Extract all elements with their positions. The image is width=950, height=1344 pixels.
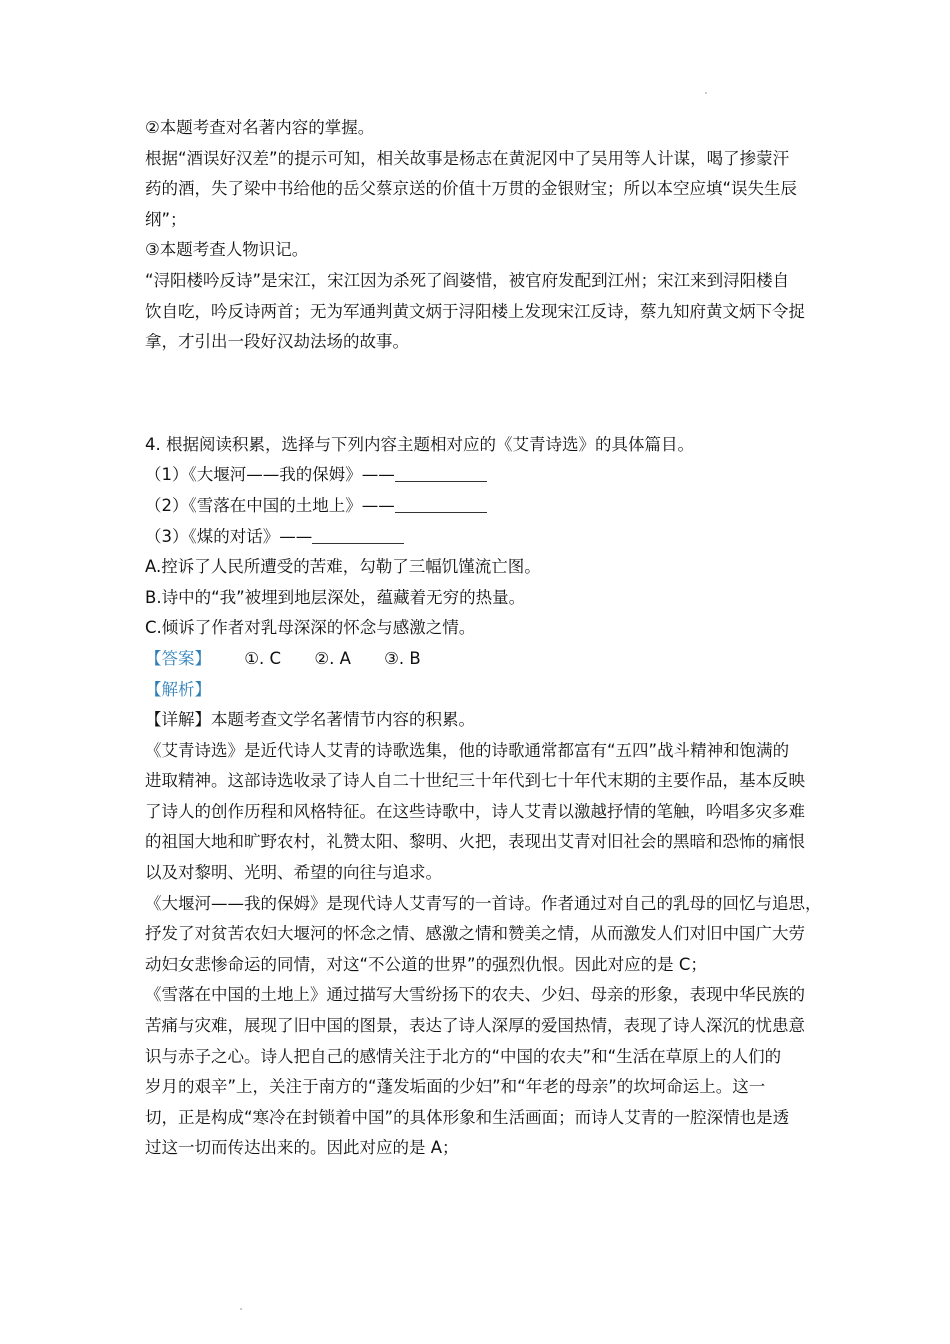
- answer-3: ③. B: [384, 648, 421, 668]
- question-item: （1）《大堰河——我的保姆》——: [145, 460, 813, 491]
- analysis-para-1: 以及对黎明、光明、希望的向往与追求。: [145, 863, 442, 883]
- scan-speck: [705, 92, 707, 94]
- note-2-line: 药的酒，失了梁中书给他的岳父蔡京送的价值十万贯的金银财宝；所以本空应填“误失生辰: [145, 179, 798, 199]
- question-item: （3）《煤的对话》——: [145, 522, 813, 553]
- detail-label: 【详解】: [145, 710, 211, 730]
- answer-line: [145, 644, 813, 675]
- analysis-para-3: 切，正是构成“寒冷在封锁着中国”的具体形象和生活画面；而诗人艾青的一腔深情也是透: [145, 1107, 790, 1127]
- note-2-line: 根据“酒误好汉差”的提示可知，相关故事是杨志在黄泥冈中了吴用等人计谋，喝了掺蒙汗: [145, 148, 790, 168]
- note-2-line: 纲”；: [145, 209, 187, 229]
- analysis-para-1: 的祖国大地和旷野农村，礼赞太阳、黎明、火把，表现出艾青对旧社会的黑暗和恐怖的痛恨: [145, 832, 805, 852]
- question-stem: 4. 根据阅读积累，选择与下列内容主题相对应的《艾青诗选》的具体篇目。: [145, 434, 694, 454]
- analysis-para-2: 抒发了对贫苦农妇大堰河的怀念之情、感激之情和赞美之情，从而激发人们对旧中国广大劳: [145, 924, 805, 944]
- answer-blank: [395, 465, 487, 482]
- note-2-heading: ②本题考查对名著内容的掌握。: [145, 118, 375, 137]
- analysis-para-2: 动妇女悲惨命运的同情，对这“不公道的世界”的强烈仇恨。因此对应的是 C；: [145, 954, 707, 974]
- option-a: A.控诉了人民所遭受的苦难，勾勒了三幅饥馑流亡图。: [145, 557, 541, 577]
- detail-text: 本题考查文学名著情节内容的积累。: [211, 710, 475, 730]
- option-b: B.诗中的“我”被埋到地层深处，蕴藏着无穷的热量。: [145, 587, 526, 607]
- answer-blank: [312, 527, 404, 544]
- scan-speck: [240, 1308, 242, 1310]
- analysis-para-1: 《艾青诗选》是近代诗人艾青的诗歌选集，他的诗歌通常都富有“五四”战斗精神和饱满的: [145, 740, 790, 760]
- answer-blank: [395, 496, 487, 513]
- question-item: （2）《雪落在中国的土地上》——: [145, 491, 813, 522]
- analysis-label: 【解析】: [145, 679, 211, 699]
- answer-2: ②. A: [314, 648, 351, 668]
- note-3-line: “浔阳楼吟反诗”是宋江，宋江因为杀死了阎婆惜，被官府发配到江州；宋江来到浔阳楼自: [145, 270, 790, 290]
- detail-line: [145, 705, 813, 736]
- note-3-heading: ③本题考查人物识记。: [145, 240, 309, 260]
- analysis-para-1: 进取精神。这部诗选收录了诗人自二十世纪三十年代到七十年代末期的主要作品，基本反映: [145, 771, 805, 791]
- analysis-para-3: 过这一切而传达出来的。因此对应的是 A；: [145, 1138, 459, 1158]
- analysis-para-3: 《雪落在中国的土地上》通过描写大雪纷扬下的农夫、少妇、母亲的形象，表现中华民族的: [145, 985, 805, 1005]
- document-body: [145, 113, 822, 1164]
- analysis-para-1: 了诗人的创作历程和风格特征。在这些诗歌中，诗人艾青以激越抒情的笔触，吟唱多灾多难: [145, 801, 805, 821]
- answer-1: ①. C: [244, 648, 282, 668]
- analysis-para-3: 识与赤子之心。诗人把自己的感情关注于北方的“中国的农夫”和“生活在草原上的人们的: [145, 1046, 782, 1066]
- analysis-para-3: 岁月的艰辛”上，关注于南方的“蓬发垢面的少妇”和“年老的母亲”的坎坷命运上。这一: [145, 1077, 766, 1097]
- option-c: C.倾诉了作者对乳母深深的怀念与感激之情。: [145, 618, 476, 638]
- analysis-para-3: 苦痛与灾难，展现了旧中国的图景，表达了诗人深厚的爱国热情，表现了诗人深沉的忧患意: [145, 1016, 805, 1036]
- note-3-line: 拿，才引出一段好汉劫法场的故事。: [145, 332, 409, 352]
- analysis-para-2: 《大堰河——我的保姆》是现代诗人艾青写的一首诗。作者通过对自己的乳母的回忆与追思，: [145, 893, 822, 913]
- answer-label: 【答案】: [145, 648, 211, 668]
- note-3-line: 饮自吃，吟反诗两首；无为军通判黄文炳于浔阳楼上发现宋江反诗，蔡九知府黄文炳下令捉: [145, 301, 805, 321]
